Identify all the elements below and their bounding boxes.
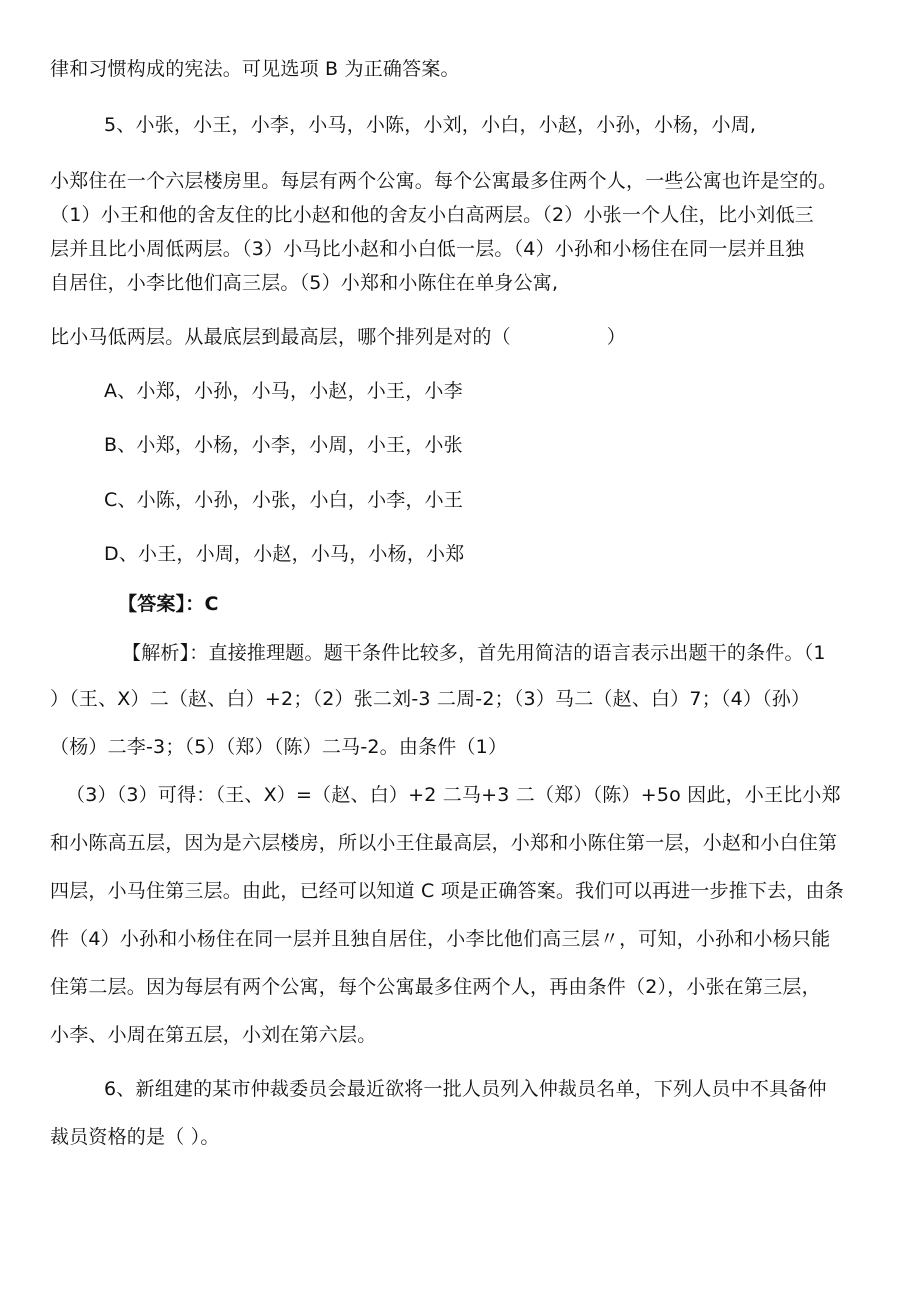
text-line: 小李、小周在第五层，小刘在第六层。	[50, 1024, 377, 1046]
text-line: 裁员资格的是（ ）。	[50, 1126, 220, 1148]
text-line: 比小马低两层。从最底层到最高层，哪个排列是对的（ ）	[50, 326, 627, 348]
text-line: （杨）二李-3；（5）（郑）（陈）二马-2。由条件（1）	[50, 736, 508, 758]
text-line: 小郑住在一个六层楼房里。每层有两个公寓。每个公寓最多住两个人，一些公寓也许是空的。	[50, 170, 838, 192]
text-line: 住第二层。因为每层有两个公寓，每个公寓最多住两个人，再由条件（2），小张在第三层，	[50, 976, 821, 998]
text-line: （3）（3）可得：（王、X）=（赵、白）+2 二马+3 二（郑）（陈）+5o 因此，小王比小郑	[66, 784, 841, 806]
text-line: 四层，小马住第三层。由此，已经可以知道 C 项是正确答案。我们可以再进一步推下去，由条	[50, 880, 844, 902]
option-b: B、小郑，小杨，小李，小周，小王，小张	[104, 434, 463, 456]
text-line: 和小陈高五层，因为是六层楼房，所以小王住最高层，小郑和小陈住第一层，小赵和小白住第	[50, 832, 838, 854]
answer-label: 【答案】：C	[118, 593, 219, 615]
text-line: 自居住，小李比他们高三层。（5）小郑和小陈住在单身公寓,	[50, 272, 559, 294]
option-a: A、小郑，小孙，小马，小赵，小王，小李	[104, 380, 463, 402]
question-6-stem: 6、新组建的某市仲裁委员会最近欲将一批人员列入仲裁员名单，下列人员中不具备仲	[104, 1078, 827, 1100]
option-d: D、小王，小周，小赵，小马，小杨，小郑	[104, 543, 465, 565]
text-line: 层并且比小周低两层。（3）小马比小赵和小白低一层。（4）小孙和小杨住在同一层并且独	[50, 238, 805, 260]
option-c: C、小陈，小孙，小张，小白，小李，小王	[104, 489, 464, 511]
text-line: 律和习惯构成的宪法。可见选项 B 为正确答案。	[50, 58, 460, 80]
text-line: 件（4）小孙和小杨住在同一层并且独自居住，小李比他们高三层〃，可知，小孙和小杨只能	[50, 928, 831, 950]
question-5-stem: 5、小张，小王，小李，小马，小陈，小刘，小白，小赵，小孙，小杨，小周,	[104, 114, 757, 136]
text-line: ）（王、X）二（赵、白）+2；（2）张二刘-3 二周-2；（3）马二（赵、白）7；（4）（孙）	[50, 688, 811, 710]
text-line: （1）小王和他的舍友住的比小赵和他的舍友小白高两层。（2）小张一个人住，比小刘低三	[50, 204, 814, 226]
analysis-text: 【解析】：直接推理题。题干条件比较多，首先用简洁的语言表示出题干的条件。（1	[122, 642, 826, 664]
